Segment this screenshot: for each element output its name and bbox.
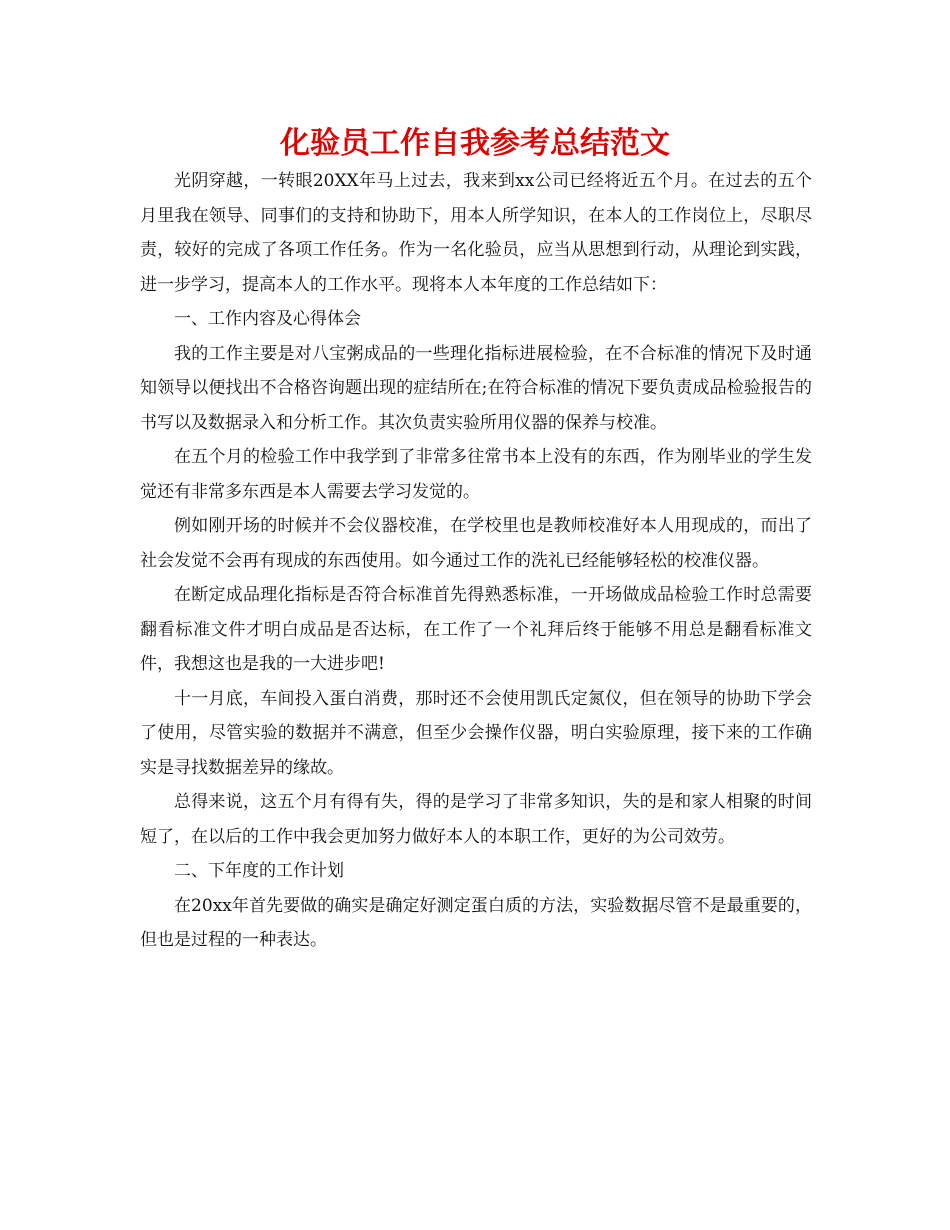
- paragraph-standards: 在断定成品理化指标是否符合标准首先得熟悉标准，一开场做成品检验工作时总需要翻看标准文件才明白成品是否达标，在工作了一个礼拜后终于能够不用总是翻看标准文件，我想这也是我的一大进步吧!: [140, 585, 812, 674]
- section-heading-work-content: 一、工作内容及心得体会: [174, 309, 361, 329]
- paragraph-calibration: 例如刚开场的时候并不会仪器校准，在学校里也是教师校准好本人用现成的，而出了社会发觉不会再有现成的东西使用。如今通过工作的洗礼已经能够轻松的校准仪器。: [140, 516, 812, 571]
- paragraph-summary: 总得来说，这五个月有得有失，得的是学习了非常多知识，失的是和家人相聚的时间短了，在以后的工作中我会更加努力做好本人的本职工作，更好的为公司效劳。: [140, 792, 812, 847]
- document-title: 化验员工作自我参考总结范文: [280, 126, 670, 161]
- paragraph-november: 十一月底，车间投入蛋白消费，那时还不会使用凯氏定氮仪，但在领导的协助下学会了使用，尽管实验的数据并不满意，但至少会操作仪器，明白实验原理，接下来的工作确实是寻找数据差异的缘故。: [140, 688, 812, 778]
- document-body: [140, 164, 812, 958]
- section-heading-next-year-plan: 二、下年度的工作计划: [174, 861, 344, 881]
- paragraph-learning: 在五个月的检验工作中我学到了非常多往常书本上没有的东西，作为刚毕业的学生发觉还有非常多东西是本人需要去学习发觉的。: [140, 447, 812, 502]
- paragraph-plan: 在20xx年首先要做的确实是确定好测定蛋白质的方法，实验数据尽管不是最重要的，但也是过程的一种表达。: [140, 895, 812, 950]
- paragraph-intro: 光阴穿越，一转眼20XX年马上过去，我来到xx公司已经将近五个月。在过去的五个月里我在领导、同事们的支持和协助下，用本人所学知识，在本人的工作岗位上，尽职尽责，较好的完成了各项工作任务。作为一名化验员，应当从思想到行动，从理论到实践，进一步学习，提高本人的工作水平。现将本人本年度的工作总结如下：: [140, 171, 812, 295]
- paragraph-job-duties: 我的工作主要是对八宝粥成品的一些理化指标进展检验，在不合标准的情况下及时通知领导以便找出不合格咨询题出现的症结所在;在符合标准的情况下要负责成品检验报告的书写以及数据录入和分析工作。其次负责实验所用仪器的保养与校准。: [140, 343, 812, 433]
